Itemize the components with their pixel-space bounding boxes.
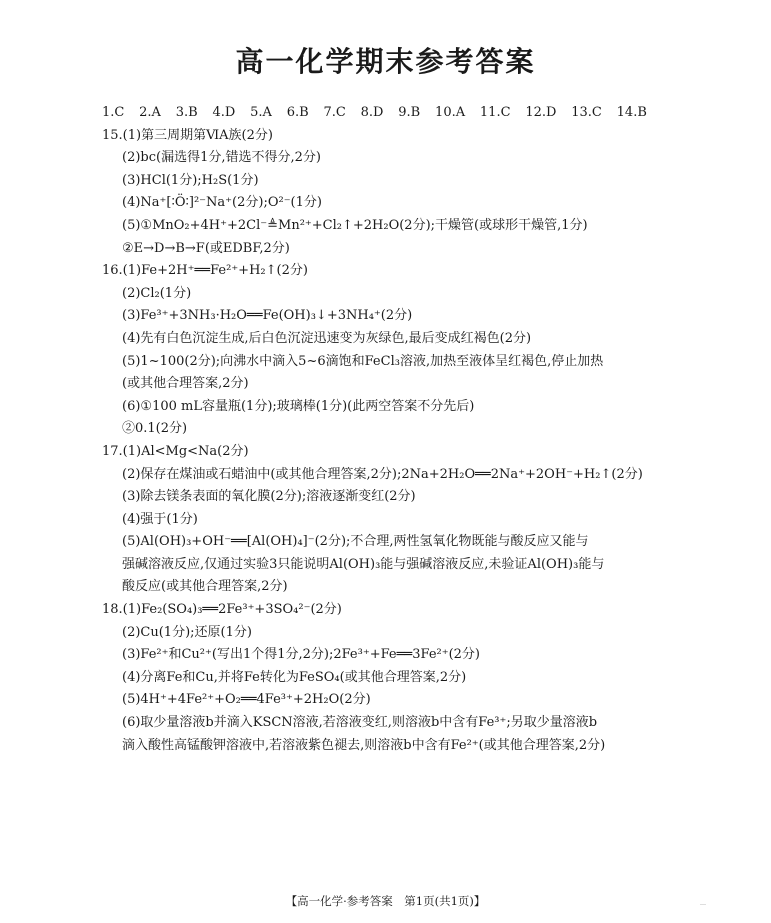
page-footer: 【高一化学·参考答案 第1页(共1页)】 <box>285 894 486 908</box>
question-line: (4)先有白色沉淀生成,后白色沉淀迅速变为灰绿色,最后变成红褐色(2分) <box>122 330 532 346</box>
mc-answer: 2.A <box>139 105 161 120</box>
question-line: (3)Fe³⁺+3NH₃·H₂O══Fe(OH)₃↓+3NH₄⁺(2分) <box>122 308 413 324</box>
question-line: (6)①100 mL容量瓶(1分);玻璃棒(1分)(此两空答案不分先后) <box>122 398 475 414</box>
mc-answer: 13.C <box>571 105 602 120</box>
question-block <box>102 599 692 757</box>
question-line: (6)取少量溶液b并滴入KSCN溶液,若溶液变红,则溶液b中含有Fe³⁺;另取少量溶液b <box>122 715 598 731</box>
mc-answer: 5.A <box>250 105 272 120</box>
mc-answer: 11.C <box>479 105 511 120</box>
question-block <box>102 441 692 599</box>
corner-mark: … <box>700 900 706 907</box>
question-line-first: 18.(1)Fe₂(SO₄)₃══2Fe³⁺+3SO₄²⁻(2分) <box>102 602 342 618</box>
question-line: (4)Na⁺[∶Ö∶]²⁻Na⁺(2分);O²⁻(1分) <box>122 195 322 211</box>
question-line-first: 17.(1)Al<Mg<Na(2分) <box>102 443 249 459</box>
mc-answer: 14.B <box>616 105 647 120</box>
mc-answer: 4.D <box>212 105 236 120</box>
question-line: (3)Fe²⁺和Cu²⁺(写出1个得1分,2分);2Fe³⁺+Fe══3Fe²⁺(2分) <box>122 647 481 663</box>
question-line: (2)Cu(1分);还原(1分) <box>122 624 252 640</box>
question-line: 强碱溶液反应,仅通过实验3只能说明Al(OH)₃能与强碱溶液反应,未验证Al(OH)₃能与 <box>122 556 605 572</box>
question-line-first: 16.(1)Fe+2H⁺══Fe²⁺+H₂↑(2分) <box>102 263 308 279</box>
question-line: (4)强于(1分) <box>122 511 198 527</box>
answer-content <box>102 102 692 757</box>
question-line: (2)保存在煤油或石蜡油中(或其他合理答案,2分);2Na+2H₂O══2Na⁺+2OH⁻+H₂↑(2分) <box>122 466 643 482</box>
question-block <box>102 125 692 261</box>
question-line: 酸反应(或其他合理答案,2分) <box>122 579 288 595</box>
question-line: ②E→D→B→F(或EDBF,2分) <box>122 240 290 256</box>
question-line: (2)Cl₂(1分) <box>122 285 192 301</box>
question-line: (4)分离Fe和Cu,并将Fe转化为FeSO₄(或其他合理答案,2分) <box>122 669 467 685</box>
mc-answer: 3.B <box>175 105 198 120</box>
mc-answer: 8.D <box>360 105 384 120</box>
question-line: (5)1~100(2分);向沸水中滴入5~6滴饱和FeCl₃溶液,加热至液体呈红褐色,停止加热 <box>122 353 604 369</box>
question-line: (3)除去镁条表面的氧化膜(2分);溶液逐渐变红(2分) <box>122 489 416 505</box>
question-line: ②0.1(2分) <box>122 421 188 437</box>
multiple-choice-answers <box>102 102 647 125</box>
question-line: 滴入酸性高锰酸钾溶液中,若溶液紫色褪去,则溶液b中含有Fe²⁺(或其他合理答案,2分) <box>122 737 606 753</box>
question-line: (3)HCl(1分);H₂S(1分) <box>122 172 259 188</box>
mc-answer: 10.A <box>435 105 466 120</box>
question-line: (2)bc(漏选得1分,错选不得分,2分) <box>122 150 321 166</box>
question-line: (5)4H⁺+4Fe²⁺+O₂══4Fe³⁺+2H₂O(2分) <box>122 692 371 708</box>
mc-answer: 1.C <box>102 105 125 120</box>
page-title: 高一化学期末参考答案 <box>235 45 536 78</box>
mc-answer: 7.C <box>323 105 346 120</box>
mc-answer: 6.B <box>286 105 309 120</box>
mc-answer: 12.D <box>525 105 557 120</box>
question-line: (5)①MnO₂+4H⁺+2Cl⁻≜Mn²⁺+Cl₂↑+2H₂O(2分);干燥管(或球形干燥管,1分) <box>122 217 588 233</box>
mc-answer: 9.B <box>398 105 421 120</box>
question-line: (5)Al(OH)₃+OH⁻══[Al(OH)₄]⁻(2分);不合理,两性氢氧化物既能与酸反应又能与 <box>122 534 589 550</box>
question-line-first: 15.(1)第三周期第ⅥA族(2分) <box>102 127 273 143</box>
question-list <box>102 125 692 758</box>
question-block <box>102 260 692 441</box>
question-line: (或其他合理答案,2分) <box>122 376 249 392</box>
